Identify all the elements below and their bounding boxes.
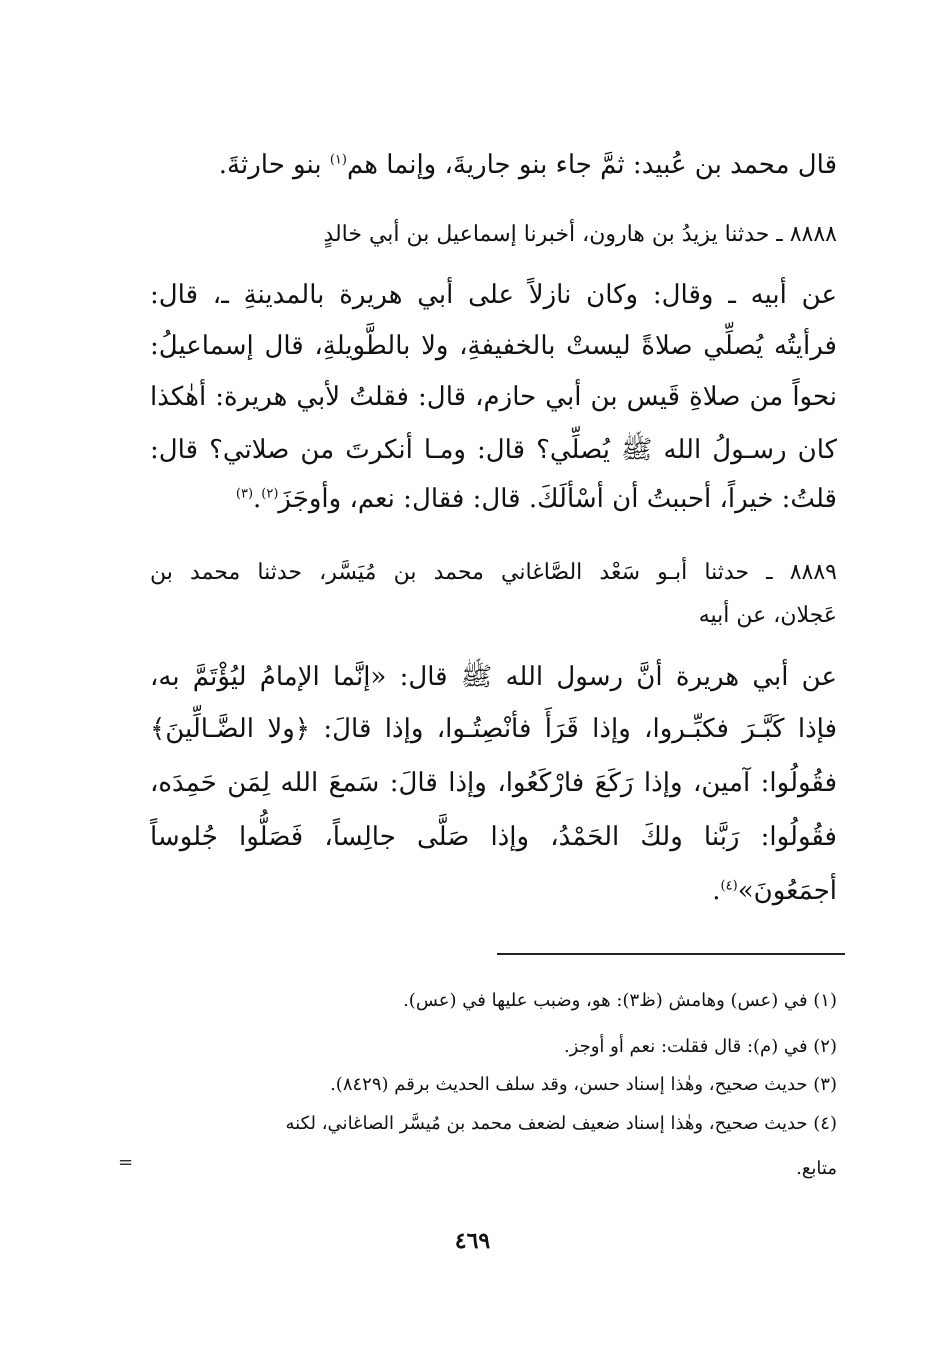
- footnote-4-continued: متابع.: [796, 1158, 837, 1179]
- page-number: ٤٦٩: [454, 1228, 491, 1254]
- hadith-8889-isnad-line-1: ٨٨٨٩ ـ حدثنا أبـو سَعْد الصَّاغاني محمد بن مُيَسَّر، حدثنا محمد بن: [150, 560, 837, 585]
- narrator-remark-tail: بنو حارثةَ.: [218, 150, 330, 180]
- narrator-remark-line: [219, 150, 837, 180]
- hadith-8889-line-5: [712, 876, 837, 906]
- hadith-8889-isnad-line-2: عَجلان، عن أبيه: [698, 603, 837, 628]
- hadith-8889-line-4: فقُولُوا: رَبَّنا ولكَ الحَمْدُ، وإذا صَلَّى جالِساً، فَصَلُّوا جُلوساً: [150, 822, 837, 852]
- footnote-ref-3: (٣): [235, 486, 254, 502]
- footnote-2: (٢) في (م): قال فقلت: نعم أو أوجز.: [563, 1036, 837, 1057]
- footnote-3: (٣) حديث صحيح، وهٰذا إسناد حسن، وقد سلف الحديث برقم (٨٤٢٩).: [330, 1074, 837, 1095]
- hadith-8888-line-3: نحواً من صلاةِ قَيس بن أبي حازم، قال: فقلتُ لأبي هريرة: أهٰكذا: [150, 382, 837, 412]
- continuation-mark: =: [118, 1152, 134, 1173]
- hadith-8888-isnad: ٨٨٨٨ ـ حدثنا يزيدُ بن هارون، أخبرنا إسماعيل بن أبي خالدٍ: [323, 222, 837, 247]
- hadith-8888-line-4: كان رسـولُ الله ﷺ يُصلِّي؟ قال: ومـا أنكرتَ من صلاتي؟ قال:: [150, 435, 837, 465]
- footnote-1: (١) في (عس) وهامش (ظ٣): هو، وضبب عليها في (عس).: [403, 990, 837, 1011]
- hadith-8888-period: .: [253, 484, 262, 514]
- hadith-8889-line-3: فقُولُوا: آمين، وإذا رَكَعَ فارْكَعُوا، وإذا قالَ: سَمعَ الله لِمَن حَمِدَه،: [150, 768, 837, 798]
- hadith-8888-line-5: [236, 484, 837, 514]
- footnote-ref-1: (١): [329, 152, 347, 168]
- hadith-8889-last-text: أجمَعُونَ»: [737, 876, 837, 906]
- footnote-ref-4: (٤): [720, 878, 738, 894]
- hadith-8889-period: .: [712, 876, 721, 906]
- hadith-8889-line-1: عن أبي هريرة أنَّ رسول الله ﷺ قال: «إنَّما الإمامُ ليُؤْتَمَّ به،: [150, 662, 837, 692]
- hadith-8888-last-text: قلتُ: خيراً، أحببتُ أن أسْألَكَ. قال: فقال: نعم، وأوجَزَ: [278, 484, 837, 514]
- footnote-ref-2: (٢): [261, 486, 279, 502]
- hadith-8889-line-2: فإذا كَبَّـرَ فكبِّـروا، وإذا قَرَأَ فأنْصِتُـوا، وإذا قالَ: ﴿ولا الضَّـالِّينَ﴾: [150, 714, 837, 744]
- hadith-8888-line-2: فرأيتُه يُصلِّي صلاةً ليستْ بالخفيفةِ، ولا بالطَّويلةِ، قال إسماعيلُ:: [150, 331, 837, 361]
- narrator-remark-text: قال محمد بن عُبيد: ثمَّ جاء بنو جاريةَ، وإنما هم: [346, 150, 837, 180]
- footnote-divider: [497, 953, 845, 955]
- footnote-4: (٤) حديث صحيح، وهٰذا إسناد ضعيف لضعف محمد بن مُيسَّر الصاغاني، لكنه: [285, 1113, 837, 1134]
- hadith-8888-line-1: عن أبيه ـ وقال: وكان نازلاً على أبي هريرة بالمدينةِ ـ، قال:: [150, 280, 837, 310]
